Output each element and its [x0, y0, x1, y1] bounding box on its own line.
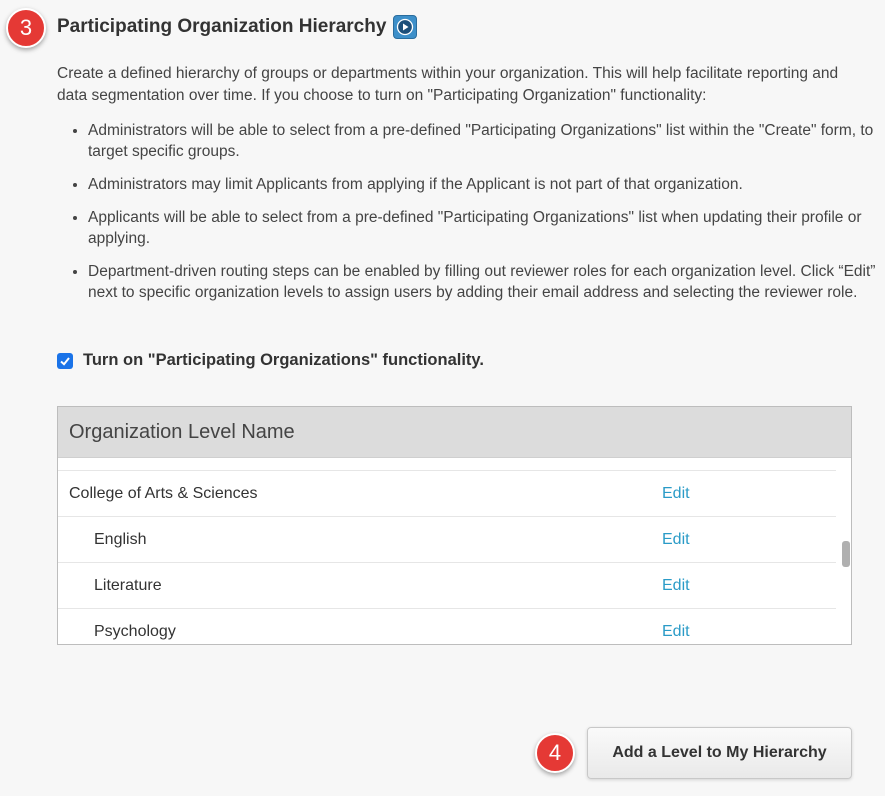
participating-org-label[interactable]: Turn on "Participating Organizations" functionality.: [83, 351, 484, 369]
edit-link[interactable]: Edit: [662, 484, 690, 502]
edit-link[interactable]: Edit: [662, 530, 690, 548]
section-intro: Create a defined hierarchy of groups or departments within your organization. This will help facilitate reporting and data segmentation over time. If you choose to turn on "Participating Organization" functionality:: [57, 65, 839, 104]
step-3-badge: 3: [6, 8, 46, 48]
table-body[interactable]: [58, 458, 851, 645]
play-video-icon[interactable]: [393, 15, 417, 39]
feature-item: • Department-driven routing steps can be enabled by filling out reviewer roles for each organization level. Click “Edit” next to specific organization levels to assign users by adding their email address and selecting the reviewer role.: [88, 261, 885, 303]
org-level-name: Psychology: [94, 622, 176, 640]
feature-list: [57, 120, 885, 315]
add-level-button[interactable]: Add a Level to My Hierarchy: [587, 727, 852, 779]
table-header: Organization Level Name: [58, 407, 851, 458]
table-row: [58, 562, 836, 608]
section-title: [57, 15, 417, 39]
org-level-name: College of Arts & Sciences: [69, 484, 258, 502]
section-title-text: Participating Organization Hierarchy: [57, 16, 387, 37]
organization-level-table: [57, 406, 852, 645]
table-row: [58, 608, 836, 645]
checkmark-icon: [59, 355, 71, 367]
participating-org-checkbox[interactable]: [57, 353, 73, 369]
feature-item: • Administrators will be able to select from a pre-defined "Participating Organizations" list within the "Create" form, to target specific groups.: [88, 120, 885, 162]
edit-link[interactable]: Edit: [662, 622, 690, 640]
org-level-name: Literature: [94, 576, 162, 594]
edit-link[interactable]: Edit: [662, 576, 690, 594]
table-row: [58, 516, 836, 562]
step-4-badge: 4: [535, 733, 575, 773]
table-row: [58, 470, 836, 516]
org-level-name: English: [94, 530, 147, 548]
table-scrollbar[interactable]: [842, 541, 850, 567]
feature-item: • Administrators may limit Applicants from applying if the Applicant is not part of that organization.: [88, 174, 885, 195]
feature-item: • Applicants will be able to select from a pre-defined "Participating Organizations" list when updating their profile or applying.: [88, 207, 885, 249]
participating-org-toggle[interactable]: [57, 351, 484, 370]
